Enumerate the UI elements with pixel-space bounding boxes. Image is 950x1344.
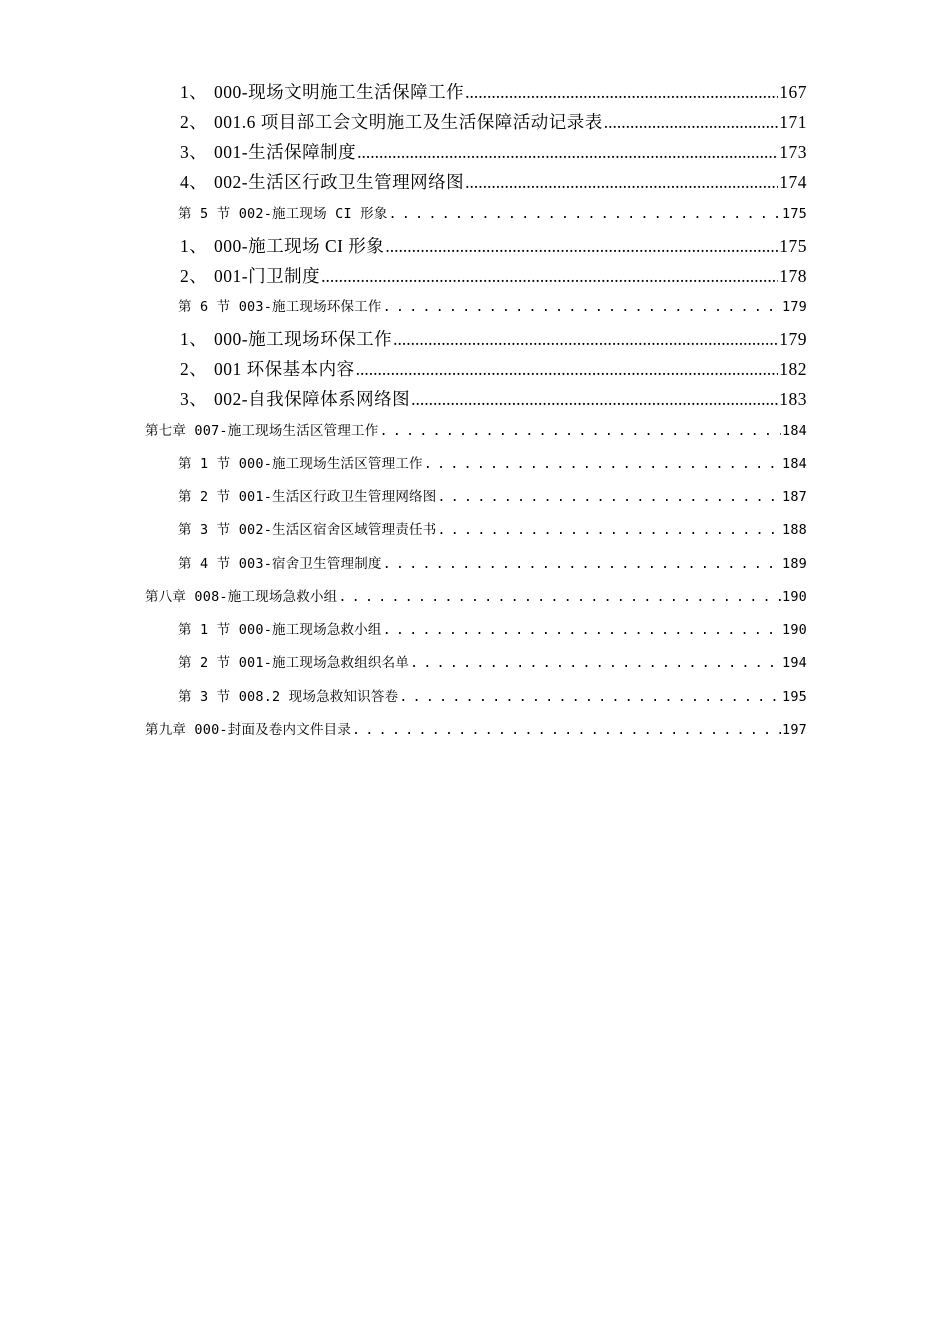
toc-item[interactable]	[180, 109, 807, 139]
toc-page-number: 189	[782, 556, 807, 572]
toc-chapter[interactable]	[145, 419, 807, 443]
toc-section-title: 第 1 节 000-施工现场生活区管理工作	[178, 456, 423, 472]
dot-leader	[357, 142, 778, 163]
dot-leader	[383, 299, 781, 315]
toc-item-title: 001-门卫制度	[214, 266, 321, 286]
toc-item-title: 001 环保基本内容	[214, 359, 355, 379]
toc-page-number: 174	[779, 172, 807, 192]
toc-chapter-title: 第九章 000-封面及卷内文件目录	[145, 722, 352, 738]
toc-page-number: 194	[782, 655, 807, 671]
toc-item[interactable]	[180, 233, 807, 263]
toc-section-title: 第 4 节 003-宿舍卫生管理制度	[178, 556, 382, 572]
toc-item-title: 001.6 项目部工会文明施工及生活保障活动记录表	[214, 112, 603, 132]
toc-section[interactable]	[178, 685, 807, 709]
toc-page-number: 179	[782, 299, 807, 315]
toc-page-number: 183	[779, 389, 807, 409]
dot-leader	[411, 389, 778, 410]
dot-leader	[437, 522, 781, 538]
toc-page-number: 178	[779, 266, 807, 286]
toc-section-title: 第 3 节 002-生活区宿舍区域管理责任书	[178, 522, 437, 538]
toc-section-title: 第 1 节 000-施工现场急救小组	[178, 622, 382, 638]
toc-page-number: 182	[779, 359, 807, 379]
toc-section[interactable]	[178, 295, 807, 319]
toc-section[interactable]	[178, 452, 807, 476]
dot-leader	[383, 556, 781, 572]
toc-page-number: 167	[779, 82, 807, 102]
toc-section-title: 第 5 节 002-施工现场 CI 形象	[178, 206, 388, 222]
toc-item[interactable]	[180, 356, 807, 386]
toc-page-number: 188	[782, 522, 807, 538]
toc-section[interactable]	[178, 518, 807, 542]
toc-chapter-title: 第八章 008-施工现场急救小组	[145, 589, 338, 605]
dot-leader	[383, 622, 781, 638]
toc-section[interactable]	[178, 202, 807, 226]
toc-page-number: 184	[782, 456, 807, 472]
toc-section[interactable]	[178, 485, 807, 509]
dot-leader	[389, 206, 781, 222]
toc-item[interactable]	[180, 386, 807, 416]
toc-item-title: 000-施工现场环保工作	[214, 329, 393, 349]
toc-item[interactable]	[180, 263, 807, 293]
dot-leader	[321, 266, 778, 287]
toc-item[interactable]	[180, 326, 807, 356]
toc-section-title: 第 2 节 001-生活区行政卫生管理网络图	[178, 489, 437, 505]
toc-page-number: 171	[779, 112, 807, 132]
dot-leader	[385, 236, 778, 257]
toc-page-number: 173	[779, 142, 807, 162]
dot-leader	[465, 82, 778, 103]
toc-section-title: 第 6 节 003-施工现场环保工作	[178, 299, 382, 315]
toc-section-title: 第 2 节 001-施工现场急救组织名单	[178, 655, 410, 671]
toc-item-number: 1、	[180, 82, 208, 102]
toc-item-title: 001-生活保障制度	[214, 142, 357, 162]
toc-page-number: 197	[782, 722, 807, 738]
dot-leader	[352, 722, 781, 738]
dot-leader	[399, 689, 781, 705]
toc-page-number: 175	[782, 206, 807, 222]
dot-leader	[393, 329, 778, 350]
toc-page-number: 190	[782, 622, 807, 638]
toc-item-number: 1、	[180, 329, 208, 349]
toc-item[interactable]	[180, 169, 807, 199]
toc-chapter[interactable]	[145, 718, 807, 742]
toc-page-number: 187	[782, 489, 807, 505]
toc-chapter[interactable]	[145, 585, 807, 609]
dot-leader	[424, 456, 781, 472]
dot-leader	[410, 655, 781, 671]
toc-item-number: 2、	[180, 112, 208, 132]
toc-page-number: 195	[782, 689, 807, 705]
toc-section-title: 第 3 节 008.2 现场急救知识答卷	[178, 689, 399, 705]
toc-page-number: 184	[782, 423, 807, 439]
toc-item[interactable]	[180, 139, 807, 169]
toc-section[interactable]	[178, 651, 807, 675]
toc-item-title: 002-自我保障体系网络图	[214, 389, 411, 409]
toc-item-number: 1、	[180, 236, 208, 256]
toc-item-title: 000-现场文明施工生活保障工作	[214, 82, 465, 102]
toc-item-number: 3、	[180, 389, 208, 409]
dot-leader	[338, 589, 781, 605]
toc-item-number: 2、	[180, 266, 208, 286]
toc-page-number: 179	[779, 329, 807, 349]
toc-section[interactable]	[178, 552, 807, 576]
toc-item-number: 4、	[180, 172, 208, 192]
dot-leader	[379, 423, 781, 439]
toc-item-title: 000-施工现场 CI 形象	[214, 236, 385, 256]
dot-leader	[356, 359, 779, 380]
toc-item-title: 002-生活区行政卫生管理网络图	[214, 172, 465, 192]
dot-leader	[604, 112, 779, 133]
dot-leader	[465, 172, 778, 193]
toc-page-number: 190	[782, 589, 807, 605]
dot-leader	[437, 489, 781, 505]
toc-chapter-title: 第七章 007-施工现场生活区管理工作	[145, 423, 379, 439]
toc-page-number: 175	[779, 236, 807, 256]
toc-item-number: 3、	[180, 142, 208, 162]
toc-section[interactable]	[178, 618, 807, 642]
toc-item-number: 2、	[180, 359, 208, 379]
toc-item[interactable]	[180, 79, 807, 109]
